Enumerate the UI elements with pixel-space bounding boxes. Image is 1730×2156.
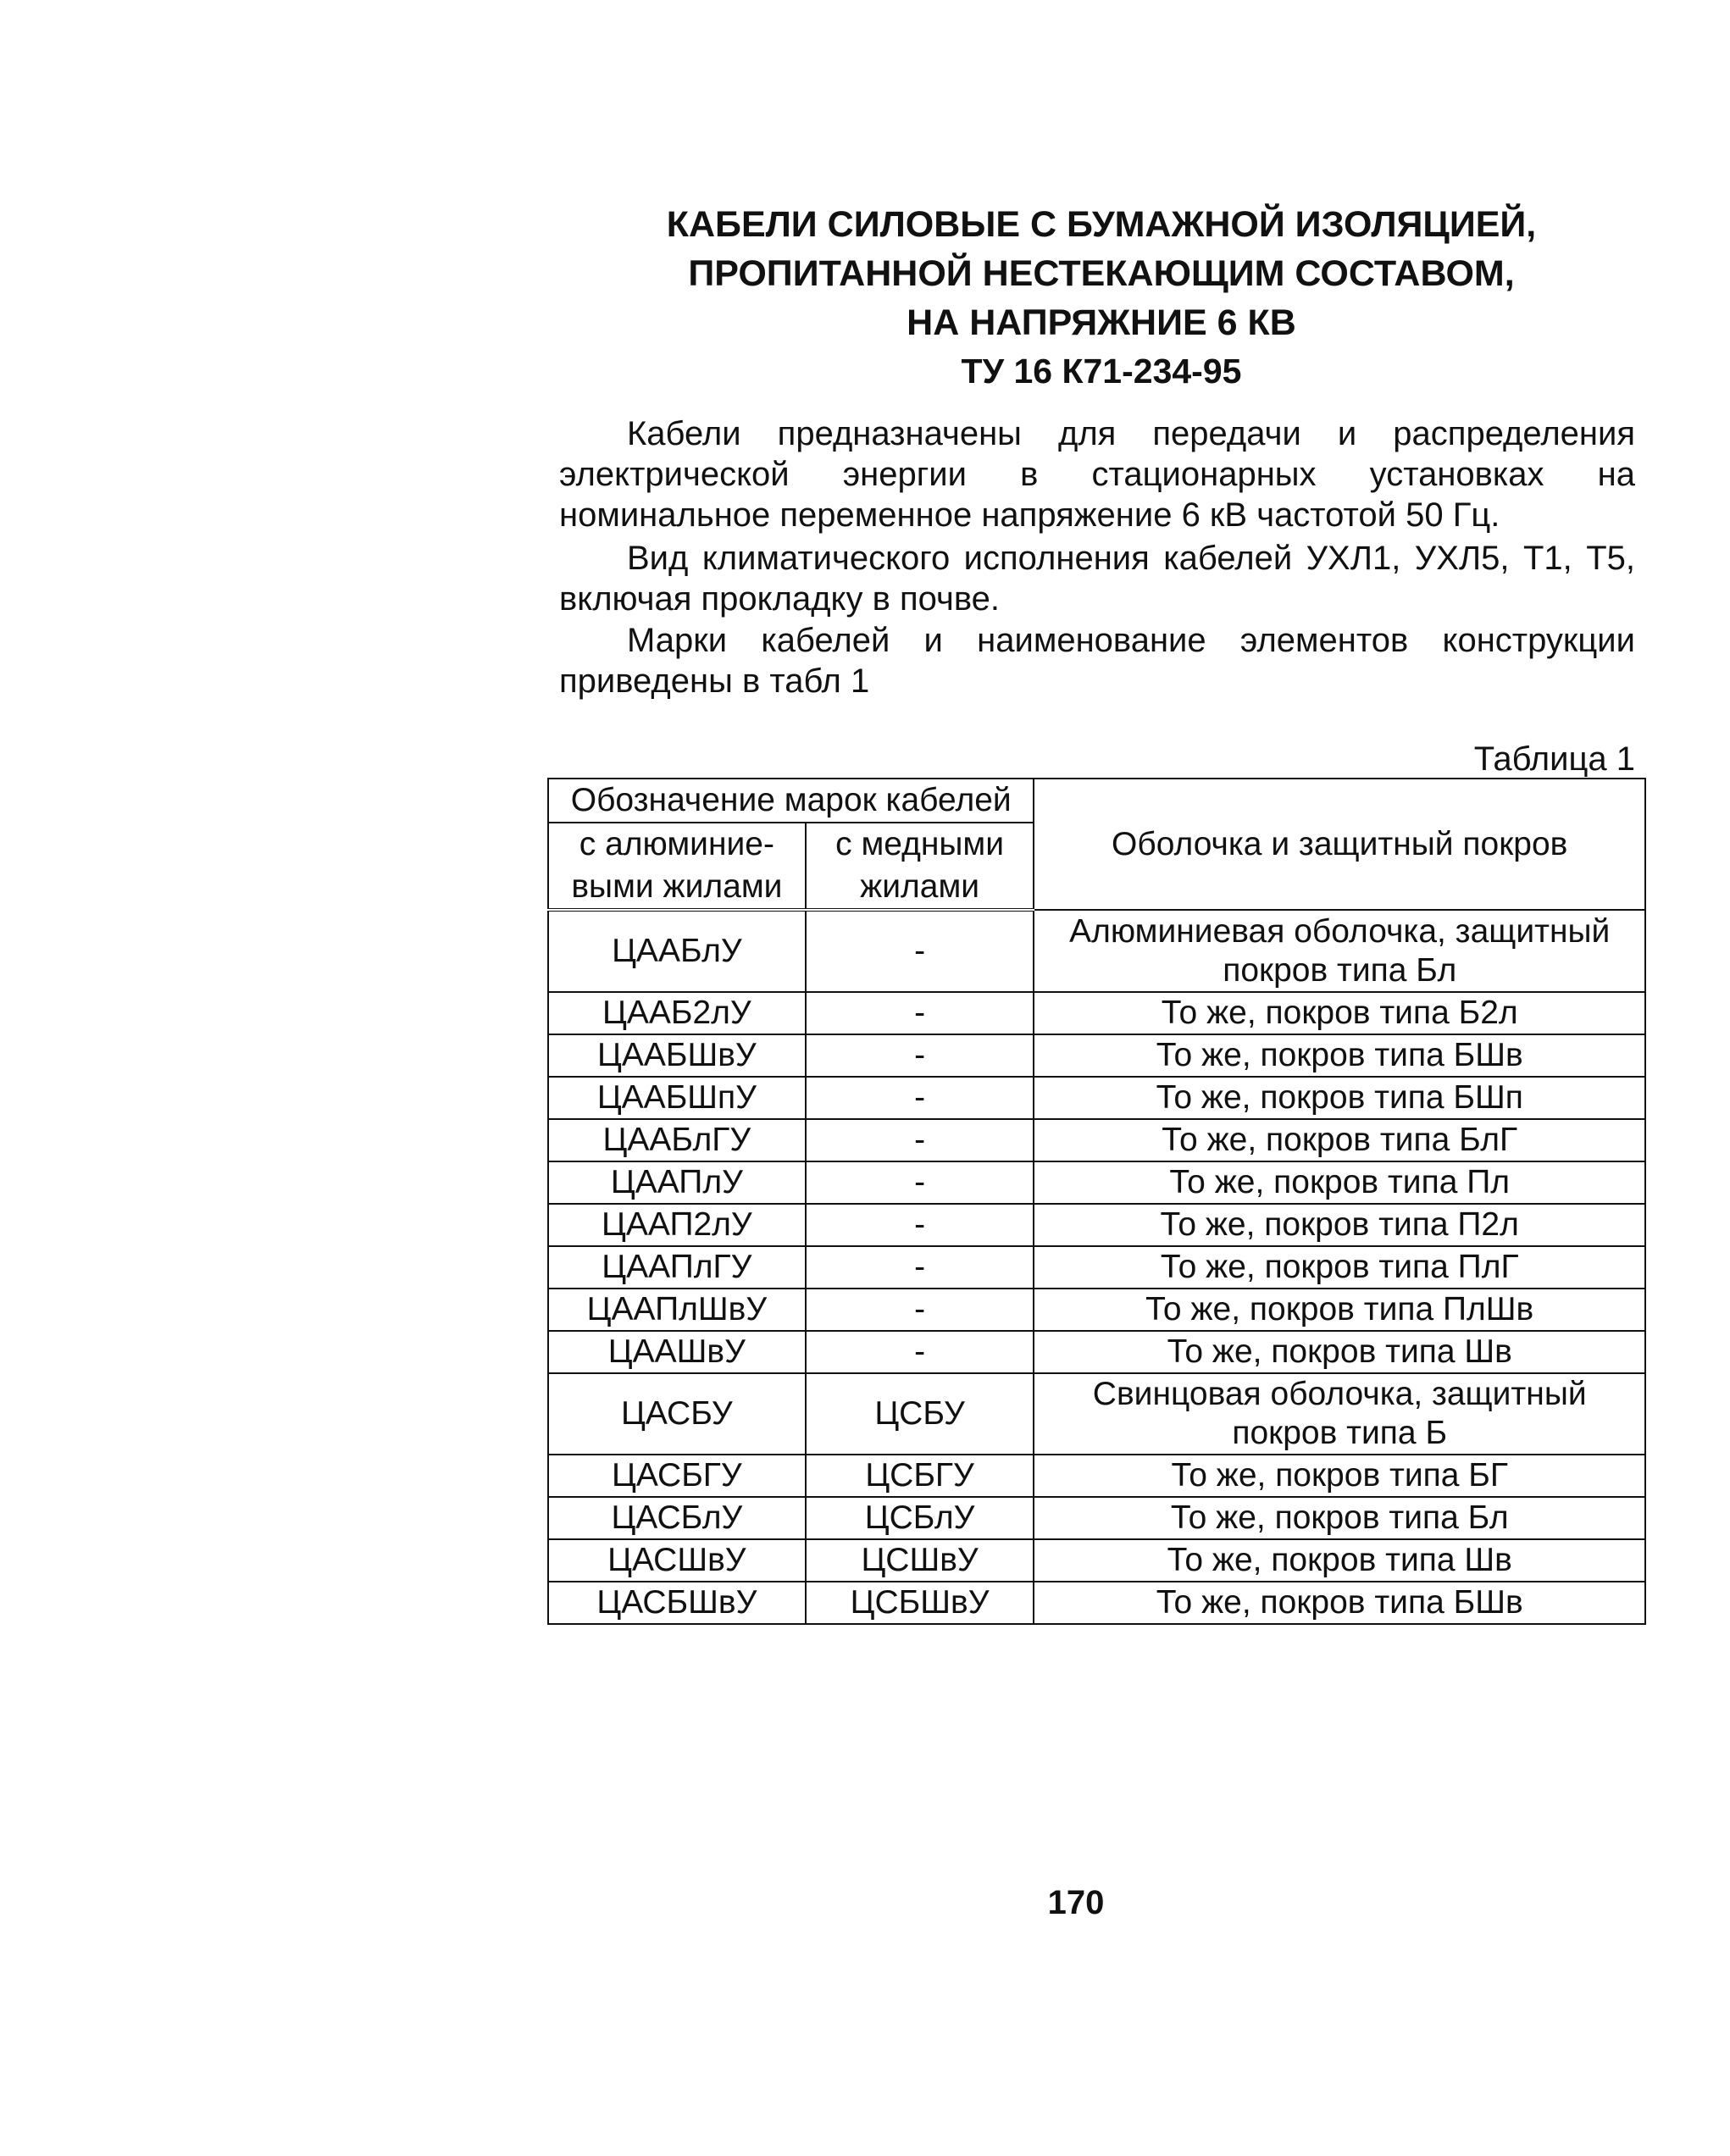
cell-copper-brand: - — [806, 1034, 1034, 1077]
table-row — [548, 1331, 1645, 1373]
cable-brands-table — [547, 778, 1646, 1625]
cell-sheath: То же, покров типа ПлШв — [1034, 1289, 1645, 1331]
table-row — [548, 910, 1645, 992]
cell-sheath: То же, покров типа ПлГ — [1034, 1246, 1645, 1289]
cell-copper-brand: ЦСБГУ — [806, 1455, 1034, 1497]
spec-number: ТУ 16 К71-234-95 — [961, 352, 1242, 391]
cell-sheath: То же, покров типа БШв — [1034, 1582, 1645, 1624]
table-row — [548, 1077, 1645, 1119]
cell-aluminum-brand: ЦАСБШвУ — [548, 1582, 806, 1624]
header-copper — [806, 823, 1034, 910]
table-row — [548, 1373, 1645, 1455]
table-row — [548, 1204, 1645, 1246]
header-sheath: Оболочка и защитный покров — [1034, 779, 1645, 910]
cell-aluminum-brand: ЦАСШвУ — [548, 1539, 806, 1582]
cell-aluminum-brand: ЦААПлУ — [548, 1161, 806, 1204]
cell-sheath: То же, покров типа Шв — [1034, 1539, 1645, 1582]
header-aluminum-line: с алюминие- — [579, 826, 774, 862]
cell-sheath: Алюминиевая оболочка, защитный покров типа Бл — [1034, 910, 1645, 992]
title-line: НА НАПРЯЖНИЕ 6 КВ — [907, 302, 1296, 343]
cell-sheath: То же, покров типа Б2л — [1034, 992, 1645, 1034]
cell-aluminum-brand: ЦААПлШвУ — [548, 1289, 806, 1331]
cell-aluminum-brand: ЦААПлГУ — [548, 1246, 806, 1289]
table-row — [548, 1539, 1645, 1582]
header-copper-line: с медными — [835, 826, 1005, 862]
table-caption: Таблица 1 — [1473, 740, 1635, 778]
cell-copper-brand: - — [806, 1331, 1034, 1373]
table-header-row — [548, 779, 1645, 823]
cell-copper-brand: ЦСШвУ — [806, 1539, 1034, 1582]
table-row — [548, 992, 1645, 1034]
cell-copper-brand: ЦСБШвУ — [806, 1582, 1034, 1624]
cell-aluminum-brand: ЦААБШвУ — [548, 1034, 806, 1077]
cell-copper-brand: - — [806, 1289, 1034, 1331]
table-row — [548, 1497, 1645, 1539]
table-row — [548, 1161, 1645, 1204]
cell-aluminum-brand: ЦААБлГУ — [548, 1119, 806, 1161]
header-aluminum — [548, 823, 806, 910]
table-row — [548, 1119, 1645, 1161]
document-title — [551, 200, 1652, 347]
cell-sheath: То же, покров типа БШв — [1034, 1034, 1645, 1077]
cell-sheath: То же, покров типа Бл — [1034, 1497, 1645, 1539]
cell-copper-brand: - — [806, 910, 1034, 992]
cell-aluminum-brand: ЦАСБУ — [548, 1373, 806, 1455]
cell-copper-brand: ЦСБлУ — [806, 1497, 1034, 1539]
table-row — [548, 1289, 1645, 1331]
cell-copper-brand: - — [806, 1161, 1034, 1204]
cell-aluminum-brand: ЦААШвУ — [548, 1331, 806, 1373]
cell-aluminum-brand: ЦААП2лУ — [548, 1204, 806, 1246]
cell-aluminum-brand: ЦААБШпУ — [548, 1077, 806, 1119]
paragraph-purpose: Кабели предназначены для передачи и распределения электрической энергии в стационарных установках на номинальное переменное напряжение 6 кВ частотой 50 Гц. — [559, 415, 1635, 534]
table-row — [548, 1034, 1645, 1077]
table-row — [548, 1246, 1645, 1289]
title-line: КАБЕЛИ СИЛОВЫЕ С БУМАЖНОЙ ИЗОЛЯЦИЕЙ, — [666, 204, 1537, 245]
cell-aluminum-brand: ЦААБлУ — [548, 910, 806, 992]
page-number: 170 — [1047, 1884, 1105, 1921]
cell-copper-brand: - — [806, 1204, 1034, 1246]
table-row — [548, 1455, 1645, 1497]
cell-copper-brand: - — [806, 1246, 1034, 1289]
cell-copper-brand: - — [806, 1119, 1034, 1161]
cell-sheath: То же, покров типа БГ — [1034, 1455, 1645, 1497]
cell-sheath: То же, покров типа БШп — [1034, 1077, 1645, 1119]
cell-sheath: То же, покров типа БлГ — [1034, 1119, 1645, 1161]
cell-aluminum-brand: ЦАСБГУ — [548, 1455, 806, 1497]
header-aluminum-line: выми жилами — [571, 868, 783, 905]
cell-copper-brand: - — [806, 1077, 1034, 1119]
paragraph-climate: Вид климатического исполнения кабелей УХЛ1, УХЛ5, Т1, Т5, включая прокладку в почве. — [559, 540, 1635, 618]
cell-sheath: То же, покров типа Шв — [1034, 1331, 1645, 1373]
title-line: ПРОПИТАННОЙ НЕСТЕКАЮЩИМ СОСТАВОМ, — [688, 253, 1515, 294]
paragraph-table-ref: Марки кабелей и наименование элементов конструкции приведены в табл 1 — [559, 622, 1635, 700]
cell-aluminum-brand: ЦААБ2лУ — [548, 992, 806, 1034]
cell-copper-brand: ЦСБУ — [806, 1373, 1034, 1455]
cell-sheath: Свинцовая оболочка, защитный покров типа Б — [1034, 1373, 1645, 1455]
table-row — [548, 1582, 1645, 1624]
table-body — [548, 910, 1645, 1624]
header-group-brands: Обозначение марок кабелей — [548, 779, 1034, 823]
cell-copper-brand: - — [806, 992, 1034, 1034]
cell-aluminum-brand: ЦАСБлУ — [548, 1497, 806, 1539]
cell-sheath: То же, покров типа П2л — [1034, 1204, 1645, 1246]
cell-sheath: То же, покров типа Пл — [1034, 1161, 1645, 1204]
header-copper-line: жилами — [860, 868, 980, 905]
